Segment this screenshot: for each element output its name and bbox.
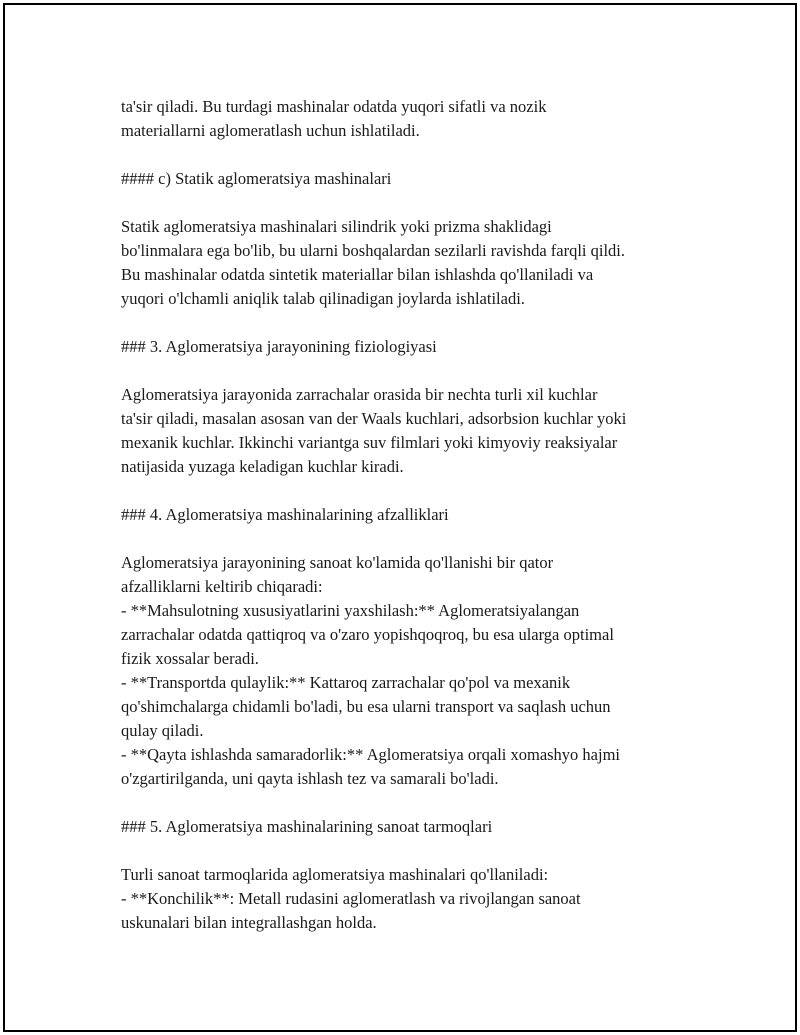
list-item-line: - **Konchilik**: Metall rudasini aglomeratlash va rivojlangan sanoat: [121, 889, 581, 908]
text-line: uskunalari bilan integrallashgan holda.: [121, 913, 377, 932]
text-line: Turli sanoat tarmoqlarida aglomeratsiya mashinalari qo'llaniladi:: [121, 865, 549, 884]
text-line: bo'linmalara ega bo'lib, bu ularni boshqalardan sezilarli ravishda farqli qildi.: [121, 241, 625, 260]
text-line: mexanik kuchlar. Ikkinchi variantga suv filmlari yoki kimyoviy reaksiyalar: [121, 433, 618, 452]
text-line: Aglomeratsiya jarayonida zarrachalar orasida bir nechta turli xil kuchlar: [121, 385, 598, 404]
section-heading: [121, 503, 711, 527]
list-item-line: - **Transportda qulaylik:** Kattaroq zarrachalar qo'pol va mexanik: [121, 673, 571, 692]
text-line: natijasida yuzaga keladigan kuchlar kiradi.: [121, 457, 404, 476]
text-line: materiallarni aglomeratlash uchun ishlatiladi.: [121, 121, 420, 140]
text-line: ta'sir qiladi. Bu turdagi mashinalar odatda yuqori sifatli va nozik: [121, 97, 547, 116]
page-frame: [3, 3, 797, 1032]
text-line: Aglomeratsiya jarayonining sanoat ko'lamida qo'llanishi bir qator: [121, 553, 554, 572]
paragraph: [121, 95, 711, 143]
text-line: ta'sir qiladi, masalan asosan van der Waals kuchlari, adsorbsion kuchlar yoki: [121, 409, 627, 428]
text-line: zarrachalar odatda qattiqroq va o'zaro yopishqoqroq, bu esa ularga optimal: [121, 625, 614, 644]
text-line: qo'shimchalarga chidamli bo'ladi, bu esa ularni transport va saqlash uchun: [121, 697, 611, 716]
text-line: fizik xossalar beradi.: [121, 649, 259, 668]
heading-line: ### 4. Aglomeratsiya mashinalarining afzalliklari: [121, 505, 449, 524]
heading-line: ### 3. Aglomeratsiya jarayonining fiziologiyasi: [121, 337, 437, 356]
text-line: yuqori o'lchamli aniqlik talab qilinadigan joylarda ishlatiladi.: [121, 289, 525, 308]
text-line: qulay qiladi.: [121, 721, 204, 740]
paragraph: [121, 215, 711, 311]
section-heading: [121, 167, 711, 191]
text-line: Bu mashinalar odatda sintetik materiallar bilan ishlashda qo'llaniladi va: [121, 265, 594, 284]
text-line: Statik aglomeratsiya mashinalari silindrik yoki prizma shaklidagi: [121, 217, 552, 236]
text-line: afzalliklarni keltirib chiqaradi:: [121, 577, 323, 596]
heading-line: #### c) Statik aglomeratsiya mashinalari: [121, 169, 392, 188]
paragraph: [121, 863, 711, 935]
list-item-line: - **Qayta ishlashda samaradorlik:** Aglomeratsiya orqali xomashyo hajmi: [121, 745, 621, 764]
document-body: [121, 95, 711, 935]
heading-line: ### 5. Aglomeratsiya mashinalarining sanoat tarmoqlari: [121, 817, 493, 836]
text-line: o'zgartirilganda, uni qayta ishlash tez va samarali bo'ladi.: [121, 769, 499, 788]
paragraph: [121, 551, 711, 791]
section-heading: [121, 335, 711, 359]
paragraph: [121, 383, 711, 479]
list-item-line: - **Mahsulotning xususiyatlarini yaxshilash:** Aglomeratsiyalangan: [121, 601, 580, 620]
section-heading: [121, 815, 711, 839]
